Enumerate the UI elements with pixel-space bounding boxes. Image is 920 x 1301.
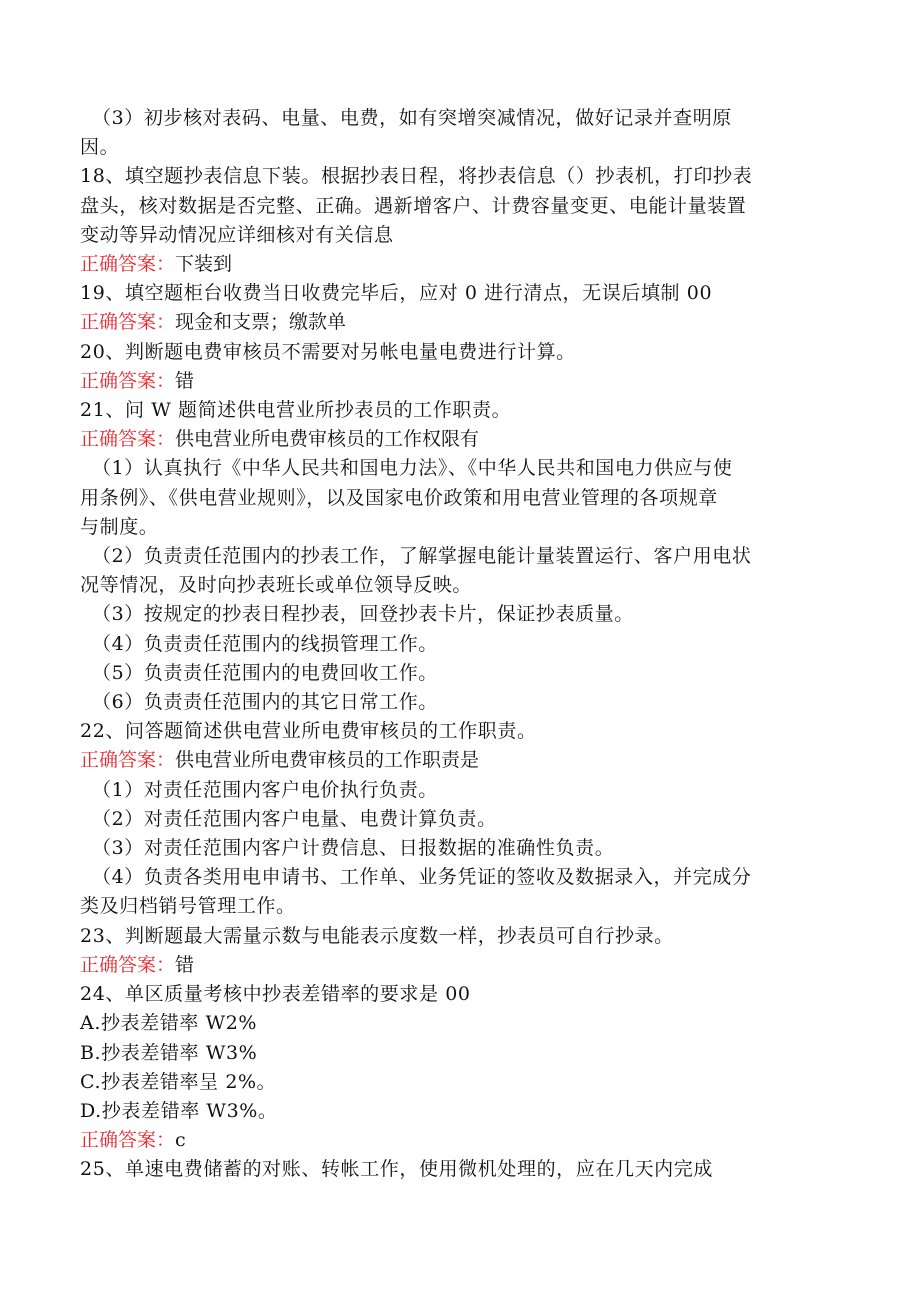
- text-line: 变动等异动情况应详细核对有关信息: [80, 223, 394, 246]
- answer-value: 错: [175, 369, 195, 392]
- text-line: （2）对责任范围内客户电量、电费计算负责。: [92, 807, 497, 830]
- answer-line: [80, 250, 840, 279]
- text-line: 18、填空题抄表信息下装。根据抄表日程，将抄表信息（）抄表机，打印抄表: [80, 165, 753, 188]
- answer-value: c: [175, 1129, 186, 1152]
- answer-value: 现金和支票；缴款单: [175, 311, 347, 334]
- text-line: 类及归档销号管理工作。: [80, 895, 296, 918]
- text-line: 19、填空题柜台收费当日收费完毕后，应对 0 进行清点，无误后填制 00: [80, 282, 713, 305]
- text-line: 24、单区质量考核中抄表差错率的要求是 00: [80, 983, 471, 1006]
- text-line: （3）按规定的抄表日程抄表，回登抄表卡片，保证抄表质量。: [92, 603, 634, 626]
- text-line: 与制度。: [80, 515, 159, 538]
- text-line: （4）负责各类用电申请书、工作单、业务凭证的签收及数据录入，并完成分: [92, 866, 752, 889]
- answer-value: 供电营业所电费审核员的工作职责是: [175, 749, 480, 772]
- answer-label: 正确答案：: [80, 428, 176, 451]
- answer-line: [80, 425, 840, 454]
- text-line: （2）负责责任范围内的抄表工作，了解掌握电能计量装置运行、客户用电状: [92, 545, 752, 568]
- text-line: （6）负责责任范围内的其它日常工作。: [92, 691, 438, 714]
- document-page: [80, 104, 840, 1185]
- answer-line: [80, 746, 840, 775]
- answer-line: [80, 1126, 840, 1155]
- text-line: 因。: [80, 136, 120, 159]
- answer-label: 正确答案：: [80, 749, 176, 772]
- text-line: （4）负责责任范围内的线损管理工作。: [92, 632, 438, 655]
- text-line: （5）负责责任范围内的电费回收工作。: [92, 661, 438, 684]
- answer-line: [80, 367, 840, 396]
- answer-label: 正确答案：: [80, 253, 176, 276]
- answer-value: 错: [175, 953, 195, 976]
- answer-line: [80, 308, 840, 337]
- answer-label: 正确答案：: [80, 369, 176, 392]
- text-line: 20、判断题电费审核员不需要对另帐电量电费进行计算。: [80, 340, 576, 363]
- text-line: （3）对责任范围内客户计费信息、日报数据的准确性负责。: [92, 837, 615, 860]
- answer-label: 正确答案：: [80, 1129, 176, 1152]
- answer-line: [80, 951, 840, 980]
- text-line: （3）初步核对表码、电量、电费，如有突增突减情况，做好记录并查明原: [92, 107, 732, 129]
- text-line: C.抄表差错率呈 2%。: [80, 1070, 277, 1093]
- text-line: （1）对责任范围内客户电价执行负责。: [92, 778, 438, 801]
- text-line: 用条例》、《供电营业规则》，以及国家电价政策和用电营业管理的各项规章: [80, 486, 718, 509]
- answer-value: 供电营业所电费审核员的工作权限有: [175, 428, 480, 451]
- text-line: 盘头，核对数据是否完整、正确。遇新增客户、计费容量变更、电能计量装置: [80, 194, 747, 217]
- text-line: D.抄表差错率 W3%。: [80, 1099, 278, 1122]
- text-line: 25、单速电费储蓄的对账、转帐工作，使用微机处理的，应在几天内完成: [80, 1158, 713, 1181]
- text-line: （1）认真执行《中华人民共和国电力法》、《中华人民共和国电力供应与使: [92, 457, 733, 480]
- text-line: 21、问 W 题简述供电营业所抄表员的工作职责。: [80, 399, 512, 422]
- answer-label: 正确答案：: [80, 311, 176, 334]
- text-line: 况等情况，及时向抄表班长或单位领导反映。: [80, 574, 473, 597]
- text-line: 23、判断题最大需量示数与电能表示度数一样，抄表员可自行抄录。: [80, 924, 674, 947]
- text-line: B.抄表差错率 W3%: [80, 1041, 258, 1064]
- answer-label: 正确答案：: [80, 953, 176, 976]
- text-line: A.抄表差错率 W2%: [80, 1012, 258, 1035]
- text-line: 22、问答题简述供电营业所电费审核员的工作职责。: [80, 720, 537, 743]
- answer-value: 下装到: [175, 253, 233, 276]
